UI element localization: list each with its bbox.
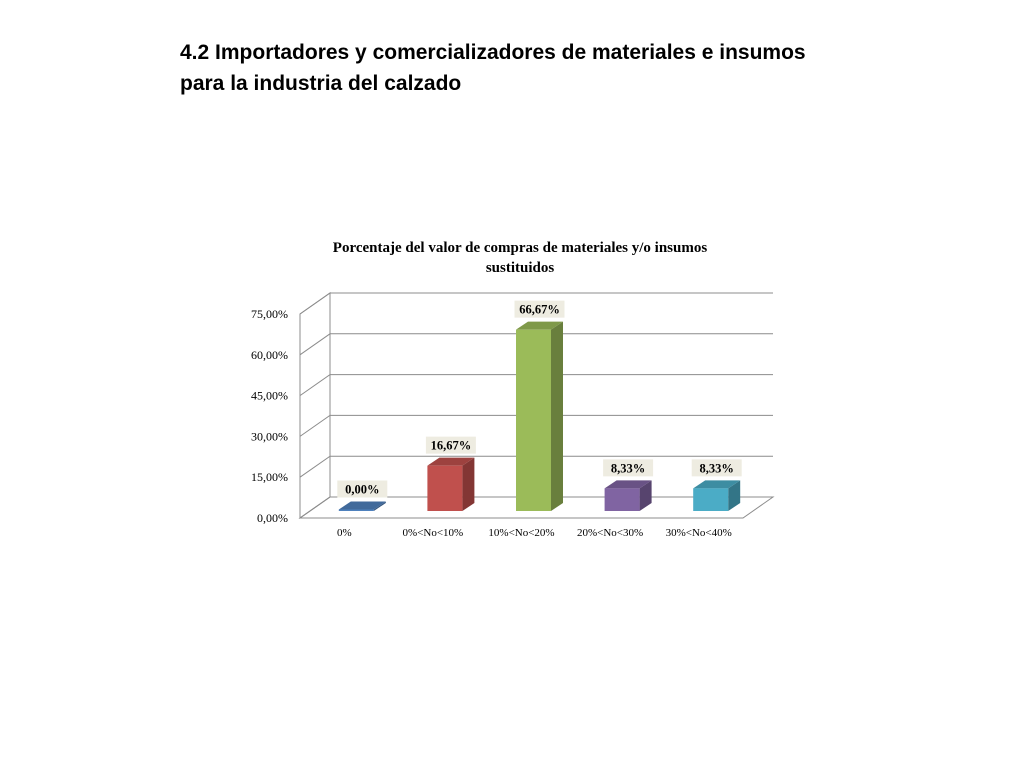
y-tick-label: 0,00%: [257, 511, 288, 525]
data-label-text: 66,67%: [519, 302, 560, 317]
x-axis-tick-labels: [337, 527, 732, 539]
bar-side: [551, 322, 563, 511]
x-tick-label: 20%<No<30%: [577, 527, 644, 539]
bar: [427, 458, 474, 511]
x-tick-label: 0%: [336, 527, 352, 539]
bar-front: [427, 466, 462, 511]
slide-title-line-1: 4.2 Importadores y comercializadores de materiales e insumos: [180, 41, 806, 64]
data-label-text: 0,00%: [345, 482, 380, 497]
data-label: [603, 459, 653, 476]
chart-bars: [339, 322, 740, 511]
bar-front: [693, 488, 728, 511]
data-label: [515, 301, 565, 318]
slide-title-line-2: para la industria del calzado: [180, 72, 462, 95]
bar: [339, 502, 386, 512]
bar: [693, 480, 740, 511]
bar: [516, 322, 563, 511]
chart-title-line-1: Porcentaje del valor de compras de materiales y/o insumos: [332, 240, 708, 256]
y-axis-tick-labels: [251, 307, 288, 525]
data-label-text: 8,33%: [699, 461, 734, 476]
bar-top: [339, 502, 386, 510]
bar-front: [516, 330, 551, 511]
chart-title-line-2: sustituidos: [485, 260, 555, 276]
x-tick-label: 30%<No<40%: [665, 527, 732, 539]
x-tick-label: 0%<No<10%: [402, 527, 464, 539]
y-tick-label: 75,00%: [251, 307, 288, 321]
y-tick-label: 15,00%: [251, 470, 288, 485]
bar-side: [462, 458, 474, 511]
y-tick-label: 45,00%: [251, 388, 288, 403]
y-tick-label: 60,00%: [251, 347, 288, 362]
x-tick-label: 10%<No<20%: [488, 527, 555, 539]
data-label: [337, 481, 387, 498]
bar-front: [605, 488, 640, 511]
data-label: [692, 459, 742, 476]
data-label-text: 8,33%: [610, 461, 646, 476]
data-label: [426, 437, 476, 454]
data-label-text: 16,67%: [430, 438, 472, 453]
side-wall: [300, 293, 330, 518]
y-tick-label: 30,00%: [251, 429, 288, 444]
bar-front: [339, 510, 374, 512]
bar: [605, 480, 652, 511]
